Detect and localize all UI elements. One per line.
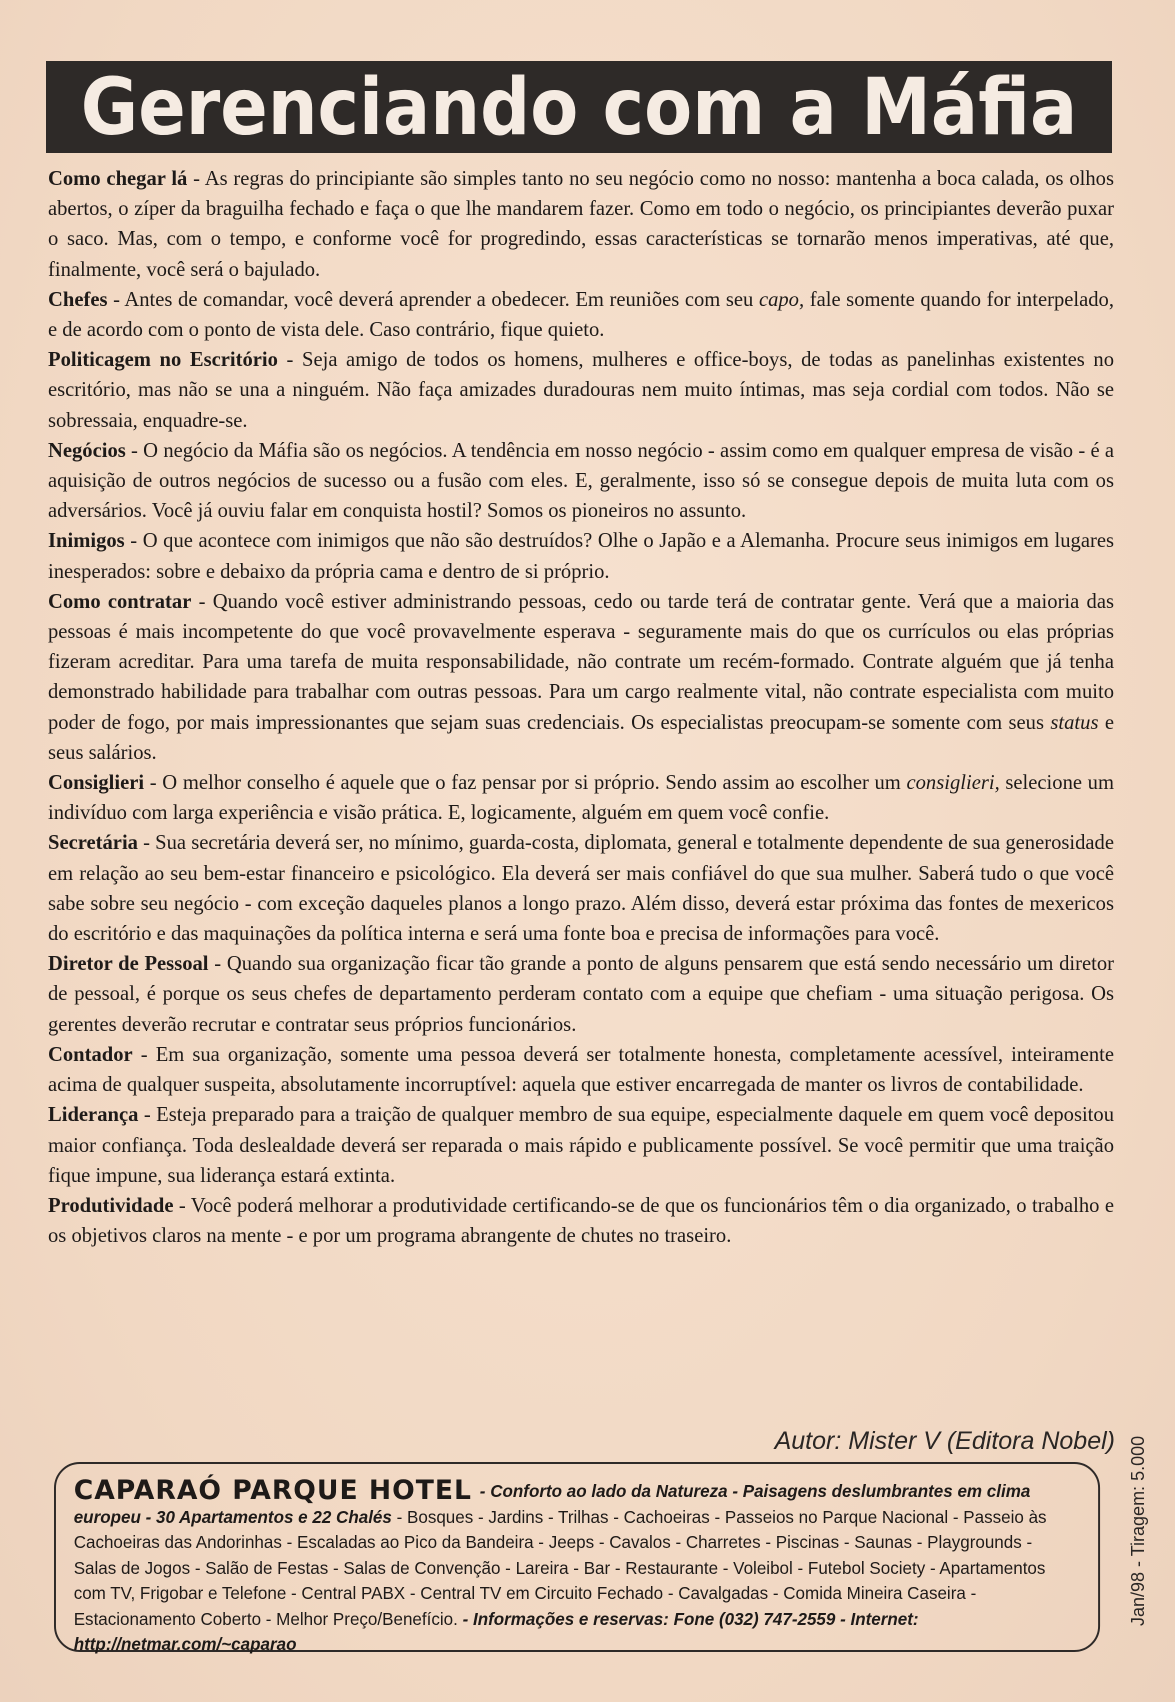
section-text: - As regras do principiante são simples tanto no seu negócio como no nosso: mantenha a boca calada, os olhos abertos, o zíper da braguilha fechado e faça o que lhe mandarem fazer. Como em todo o negócio, os principiantes deverão puxar o saco. Mas, com o tempo, e conforme você for progredindo, essas características se tornarão menos imperativas, até que, finalmente, você será o bajulado. [48, 168, 1114, 281]
section-text: - O melhor conselho é aquele que o faz pensar por si próprio. Sendo assim ao escolher um [144, 772, 907, 795]
section-heading: Consiglieri [48, 772, 145, 795]
hotel-amenities: - Bosques - Jardins - Trilhas - Cachoeiras - Passeios no Parque Nacional - Passeio às Cachoeiras das Andorinhas - Escaladas ao Pico da Bandeira - Jeeps - Cavalos - Charretes - Piscinas - Saunas - Playgrounds - Salas de Jogos - Salão de Festas - Salas de Convenção - Lareira - Bar - Restaurante - Voleibol - Futebol Society - Apartamentos com TV, Frigobar e Telefone - Central PABX - Central TV em Circuito Fechado - Cavalgadas - Comida Mineira Caseira - Estacionamento Coberto - Melhor Preço/Benefício. [73, 1506, 1047, 1629]
section-heading: Chefes [48, 288, 108, 311]
section-italic-term: consiglieri, [906, 772, 1000, 795]
print-run-note: Jan/98 - Tiragem: 5.000 [1128, 1435, 1148, 1626]
section-heading: Diretor de Pessoal [48, 953, 209, 976]
section-text: selecione um indivíduo com larga experiência e visão prática. E, logicamente, alguém em quem você confie. [48, 772, 1114, 825]
hotel-name: CAPARAÓ PARQUE HOTEL [73, 1475, 472, 1506]
hotel-contact: - Informações e reservas: Fone (032) 747-2559 - Internet: http://netmar.com/~caparao [73, 1608, 919, 1654]
article-body [48, 164, 1114, 1251]
section-text: fale somente quando for interpelado, e de acordo com o ponto de vista dele. Caso contrário, fique quieto. [48, 288, 1114, 342]
author-credit: Autor: Mister V (Editora Nobel) [774, 1427, 1115, 1455]
section-heading: Politicagem no Escritório [48, 349, 278, 372]
section-heading: Produtividade [48, 1194, 174, 1217]
section-heading: Contador [48, 1043, 133, 1066]
section-text: - Quando sua organização ficar tão grande a ponto de alguns pensarem que está sendo necessário um diretor de pessoal, é porque os seus chefes de departamento perderam contato com a equipe que chefiam - uma situação perigosa. Os gerentes deverão recrutar e contratar seus próprios funcionários. [48, 953, 1114, 1036]
section-heading: Como chegar lá [48, 168, 188, 190]
section-text: e seus salários. [48, 711, 1115, 764]
section-text: - Antes de comandar, você deverá aprender a obedecer. Em reuniões com seu [107, 288, 759, 311]
section-heading: Liderança [48, 1104, 139, 1127]
title-banner [46, 61, 1112, 153]
section-heading: Negócios [48, 439, 126, 462]
section-como-contratar [48, 587, 1114, 768]
section-text: - Você poderá melhorar a produtividade certificando-se de que os funcionários têm o dia organizado, o trabalho e os objetivos claros na mente - e por um programa abrangente de chutes no traseiro. [48, 1194, 1114, 1248]
section-text: - O que acontece com inimigos que não são destruídos? Olhe o Japão e a Alemanha. Procure seus inimigos em lugares inesperados: sobre e debaixo da própria cama e dentro de si próprio. [48, 530, 1114, 583]
section-text: - O negócio da Máfia são os negócios. A tendência em nosso negócio - assim como em qualquer empresa de visão - é a aquisição de outros negócios de sucesso ou a fusão com eles. E, geralmente, isso só se consegue depois de muita luta com os adversários. Você já ouviu falar em conquista hostil? Somos os pioneiros no assunto. [48, 439, 1114, 523]
section-produtividade [48, 1191, 1114, 1251]
section-inimigos [48, 526, 1114, 586]
section-text: - Seja amigo de todos os homens, mulheres e office-boys, de todas as panelinhas existentes no escritório, mas não se una a ninguém. Não faça amizades duradouras nem muito íntimas, mas seja cordial com todos. Não se sobressaia, enquadre-se. [48, 349, 1114, 432]
section-diretor-pessoal [48, 949, 1114, 1040]
hotel-tagline: - Conforto ao lado da Natureza - Paisagens deslumbrantes em clima europeu - 30 Apartamentos e 22 Chalés [73, 1481, 1031, 1527]
section-heading: Secretária [48, 832, 138, 855]
section-contador [48, 1040, 1114, 1100]
section-heading: Como contratar [48, 590, 192, 613]
section-text: - Esteja preparado para a traição de qualquer membro de sua equipe, especialmente daquele em quem você depositou maior confiança. Toda deslealdade deverá ser reparada o mais rápido e publicamente possível. Se você permitir que uma traição fique impune, sua liderança estará extinta. [48, 1104, 1114, 1187]
section-italic-term: capo, [758, 288, 805, 311]
section-text: - Sua secretária deverá ser, no mínimo, guarda-costa, diplomata, general e totalmente dependente de sua generosidade em relação ao seu bem-estar financeiro e psicológico. Ela deverá ser mais confiável do que sua mulher. Saberá tudo o que você sabe sobre seu negócio - com exceção daqueles planos a longo prazo. Além disso, deverá estar próxima das fontes de mexericos do escritório e das maquinações da política interna e será uma fonte boa e precisa de informações para você. [48, 832, 1114, 946]
section-negocios [48, 436, 1114, 527]
section-lideranca [48, 1100, 1114, 1191]
section-chefes [48, 285, 1114, 345]
section-text: - Em sua organização, somente uma pessoa deverá ser totalmente honesta, completamente acessível, inteiramente acima de qualquer suspeita, absolutamente incorruptível: aquela que estiver encarregada de manter os livros de contabilidade. [48, 1043, 1114, 1097]
hotel-advertisement [54, 1462, 1100, 1652]
section-como-chegar [48, 164, 1114, 285]
section-text: - Quando você estiver administrando pessoas, cedo ou tarde terá de contratar gente. Verá que a maioria das pessoas é mais incompetente do que você provavelmente esperava - seguramente mais do que os currículos ou elas próprias fizeram acreditar. Para uma tarefa de muita responsabilidade, não contrate um recém-formado. Contrate alguém que já tenha demonstrado habilidade para trabalhar com outras pessoas. Para um cargo realmente vital, não contrate especialista com muito poder de fogo, por mais impressionantes que sejam suas credenciais. Os especialistas preocupam-se somente com seus [48, 590, 1114, 734]
section-heading: Inimigos [48, 530, 125, 553]
page-title: Gerenciando com a Máfia [80, 61, 1078, 153]
section-consiglieri [48, 768, 1114, 828]
section-secretaria [48, 828, 1114, 949]
section-italic-term: status [1050, 711, 1099, 734]
section-politicagem [48, 345, 1114, 436]
